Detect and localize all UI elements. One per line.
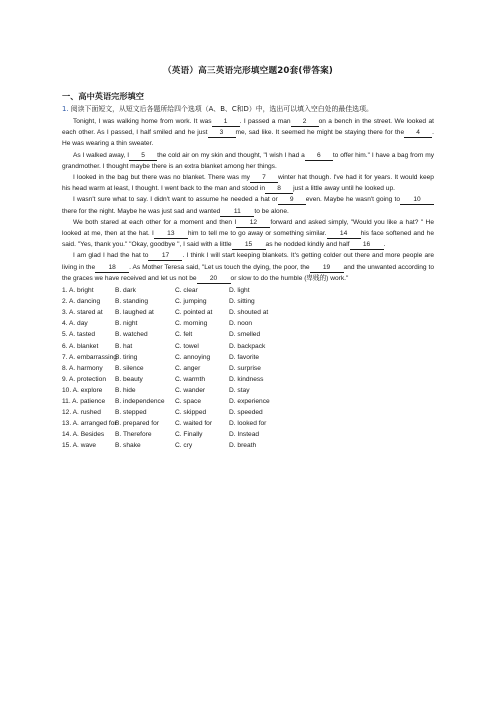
blank-6[interactable]: 6 — [305, 151, 333, 161]
option-4-c[interactable]: C. morning — [175, 320, 208, 328]
passage-text: as he nodded kindly and half — [265, 241, 350, 249]
option-4-b[interactable]: B. night — [115, 320, 138, 328]
blank-18[interactable]: 18 — [95, 263, 129, 273]
passage-paragraph — [62, 150, 434, 172]
option-10-c[interactable]: C. wander — [175, 386, 206, 394]
option-15-d[interactable]: D. breath — [229, 442, 257, 450]
passage-text: forward and asked simply, "Would you like a hat? " He looked at me, then at the hat. I — [62, 218, 434, 238]
option-9-c[interactable]: C. warmth — [175, 375, 206, 383]
option-6-a[interactable]: 6. A. blanket — [62, 342, 99, 350]
option-13-a[interactable]: 13. A. arranged for — [62, 420, 117, 428]
passage-text: his face softened and he said. "Yes, thank you." "Okay, goodbye ", I said with a little — [62, 230, 434, 249]
option-8-a[interactable]: 8. A. harmony — [62, 364, 103, 372]
option-15-c[interactable]: C. cry — [175, 442, 193, 450]
option-row-12 — [62, 407, 434, 418]
question-instruction: 阅读下面短文，从短文后各题所给四个选项（A、B、C和D）中，选出可以填入空白处的最佳选项。 — [70, 105, 373, 113]
passage-text: me, sad like. It seemed he might be staying there for the — [235, 129, 405, 137]
passage-text: to offer him." I have a bag from my grandmother. I thought maybe there is an extra blanket among her things. — [62, 151, 435, 170]
option-4-d[interactable]: D. noon — [229, 320, 253, 328]
question-number: 1. — [62, 105, 69, 113]
passage-text: Tonight, I was walking home from work. It was — [73, 118, 212, 125]
option-1-d[interactable]: D. light — [229, 287, 250, 295]
option-row-9 — [62, 374, 434, 385]
cloze-passage — [62, 116, 434, 284]
option-1-a[interactable]: 1. A. bright — [62, 287, 94, 295]
option-5-c[interactable]: C. felt — [175, 331, 193, 339]
option-row-8 — [62, 363, 434, 374]
option-6-d[interactable]: D. backpack — [229, 342, 266, 350]
passage-text: there for the night. Maybe he was just sad and wanted — [62, 207, 221, 215]
blank-15[interactable]: 15 — [232, 240, 266, 250]
passage-text: . I think I will start keeping blankets. It's getting colder out there and more people are living in the — [62, 252, 434, 271]
answer-options — [62, 285, 434, 451]
passage-text: I wasn't sure what to say. I didn't want to assume he needed a hat or — [73, 196, 278, 204]
option-5-b[interactable]: B. watched — [115, 331, 148, 339]
passage-text: I looked in the bag but there was no blanket. There was my — [73, 174, 250, 182]
option-row-11 — [62, 396, 434, 407]
passage-text: just a little away until he looked up. — [293, 185, 395, 193]
option-3-a[interactable]: 3. A. stared at — [62, 309, 103, 317]
passage-text: and the unwanted according to the graces we have received and let us not be — [62, 263, 434, 282]
passage-text: . He was wearing a thin sweater. — [62, 129, 434, 148]
option-9-d[interactable]: D. kindness — [229, 375, 264, 383]
option-14-b[interactable]: B. Therefore — [115, 431, 152, 439]
option-4-a[interactable]: 4. A. day — [62, 320, 88, 328]
option-11-c[interactable]: C. space — [175, 397, 202, 405]
option-row-4 — [62, 318, 434, 329]
option-5-a[interactable]: 5. A. tasted — [62, 331, 95, 339]
option-7-c[interactable]: C. annoying — [175, 353, 211, 361]
option-14-a[interactable]: 14. A. Besides — [62, 431, 105, 439]
option-11-d[interactable]: D. experience — [229, 397, 270, 405]
blank-1[interactable]: 1 — [212, 117, 240, 127]
section-heading: 一、高中英语完形填空 — [62, 91, 144, 101]
option-6-b[interactable]: B. hat — [115, 342, 133, 350]
blank-7[interactable]: 7 — [250, 173, 278, 183]
option-13-c[interactable]: C. waited for — [175, 420, 213, 428]
question-intro — [62, 104, 434, 115]
passage-text: We both stared at each other for a moment and then I — [73, 218, 237, 226]
option-5-d[interactable]: D. smelled — [229, 331, 261, 339]
option-row-7 — [62, 352, 434, 363]
option-8-c[interactable]: C. anger — [175, 364, 201, 372]
option-row-5 — [62, 329, 434, 340]
option-13-d[interactable]: D. looked for — [229, 420, 267, 428]
passage-text: or slow to do the humble (卑贱的) work." — [230, 274, 349, 282]
passage-paragraph — [62, 172, 434, 194]
blank-9[interactable]: 9 — [278, 195, 306, 205]
option-7-d[interactable]: D. favorite — [229, 353, 260, 361]
blank-16[interactable]: 16 — [350, 240, 384, 250]
option-2-b[interactable]: B. standing — [115, 298, 148, 306]
blank-20[interactable]: 20 — [197, 274, 231, 284]
passage-text: . — [383, 241, 386, 249]
blank-14[interactable]: 14 — [327, 229, 361, 239]
passage-text: the cold air on my skin and thought, "I wish I had a — [157, 151, 305, 159]
document-page — [62, 64, 434, 451]
passage-text: him to tell me to go away or something similar. — [187, 230, 327, 238]
option-10-a[interactable]: 10. A. explore — [62, 386, 103, 394]
option-row-2 — [62, 296, 434, 307]
passage-text: winter hat though. I've had it for years. It would keep his head warm at least, I thought. I went back to the man and stood in — [62, 174, 434, 193]
option-3-c[interactable]: C. pointed at — [175, 309, 213, 317]
option-3-b[interactable]: B. laughed at — [115, 309, 154, 317]
blank-12[interactable]: 12 — [236, 218, 270, 228]
blank-11[interactable]: 11 — [220, 207, 254, 217]
option-6-c[interactable]: C. towel — [175, 342, 199, 350]
blank-3[interactable]: 3 — [208, 128, 236, 138]
blank-5[interactable]: 5 — [129, 151, 157, 161]
option-9-a[interactable]: 9. A. protection — [62, 375, 106, 383]
passage-paragraph — [62, 116, 434, 150]
option-row-15 — [62, 440, 434, 451]
passage-text: . I passed a man — [239, 118, 291, 125]
blank-2[interactable]: 2 — [291, 117, 319, 127]
passage-text: . As Mother Teresa said, "Let us touch the dying, the poor, the — [129, 263, 310, 271]
document-title: （英语）高三英语完形填空题20套(带答案) — [162, 66, 334, 76]
passage-text: on a bench in the street. We looked at each other. As I passed, I half smiled and he just — [62, 118, 434, 137]
option-13-b[interactable]: B. prepared for — [115, 420, 159, 428]
blank-10[interactable]: 10 — [400, 195, 434, 205]
passage-paragraph — [62, 250, 434, 284]
option-11-b[interactable]: B. independence — [115, 397, 165, 405]
option-1-b[interactable]: B. dark — [115, 287, 136, 295]
passage-text: I am glad I had the hat to — [73, 252, 149, 260]
passage-text: As I walked away, I — [73, 151, 130, 159]
option-8-d[interactable]: D. surprise — [229, 364, 261, 372]
passage-paragraph — [62, 217, 434, 251]
passage-text: even. Maybe he wasn't going to — [305, 196, 400, 204]
passage-text: to be alone. — [254, 207, 289, 215]
option-2-c[interactable]: C. jumping — [175, 298, 207, 306]
option-row-3 — [62, 307, 434, 318]
option-row-6 — [62, 341, 434, 352]
blank-19[interactable]: 19 — [310, 263, 344, 273]
blank-8[interactable]: 8 — [265, 184, 293, 194]
option-2-d[interactable]: D. sitting — [229, 298, 255, 306]
option-7-a[interactable]: 7. A. embarrassing — [62, 353, 117, 361]
option-15-b[interactable]: B. shake — [115, 442, 141, 450]
option-1-c[interactable]: C. clear — [175, 287, 198, 295]
blank-4[interactable]: 4 — [404, 128, 432, 138]
passage-paragraph — [62, 194, 434, 216]
option-row-1 — [62, 285, 434, 296]
option-10-b[interactable]: B. hide — [115, 386, 136, 394]
option-9-b[interactable]: B. beauty — [115, 375, 143, 383]
blank-17[interactable]: 17 — [148, 251, 182, 261]
option-14-c[interactable]: C. Finally — [175, 431, 203, 439]
option-12-b[interactable]: B. stepped — [115, 409, 147, 417]
option-12-d[interactable]: D. speeded — [229, 409, 263, 417]
option-row-13 — [62, 418, 434, 429]
option-14-d[interactable]: D. Instead — [229, 431, 260, 439]
option-11-a[interactable]: 11. A. patience — [62, 397, 106, 405]
option-2-a[interactable]: 2. A. dancing — [62, 298, 101, 306]
option-row-10 — [62, 385, 434, 396]
option-12-a[interactable]: 12. A. rushed — [62, 409, 101, 417]
option-row-14 — [62, 429, 434, 440]
blank-13[interactable]: 13 — [154, 229, 188, 239]
option-7-b[interactable]: B. tiring — [115, 353, 138, 361]
option-12-c[interactable]: C. skipped — [175, 409, 207, 417]
option-8-b[interactable]: B. silence — [115, 364, 144, 372]
option-10-d[interactable]: D. stay — [229, 386, 250, 394]
option-15-a[interactable]: 15. A. wave — [62, 442, 97, 450]
option-3-d[interactable]: D. shouted at — [229, 309, 269, 317]
